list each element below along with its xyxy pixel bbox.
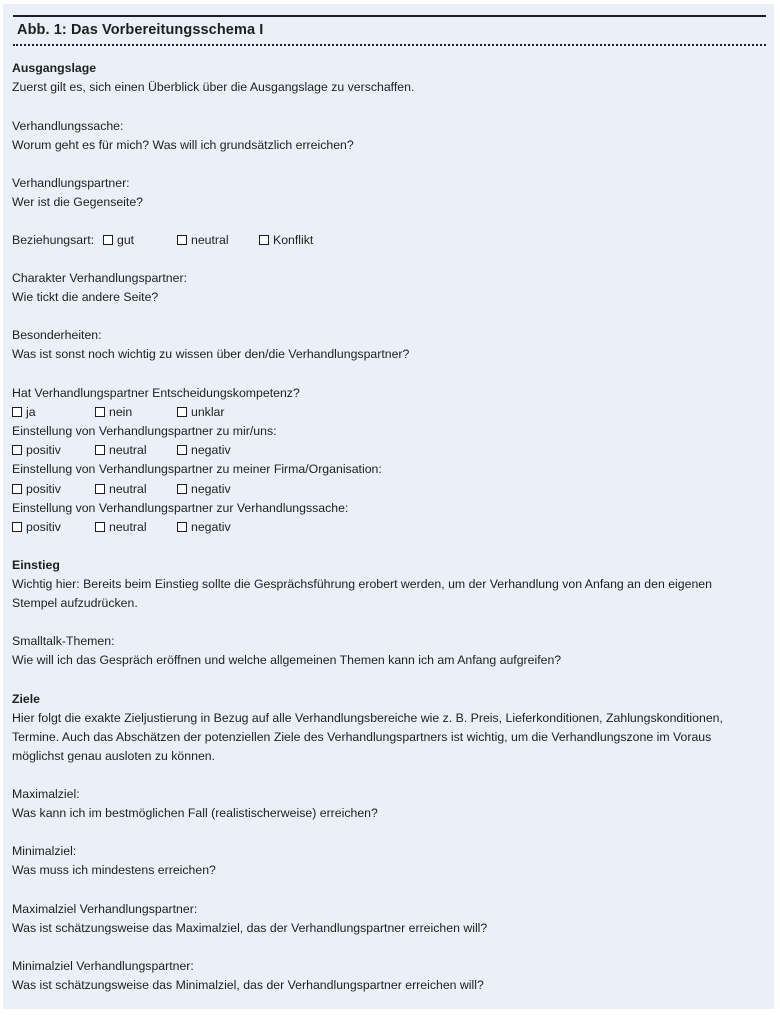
checkbox[interactable] bbox=[177, 445, 187, 455]
einstellung-sache-option-negativ[interactable]: negativ bbox=[177, 518, 231, 537]
checkbox[interactable] bbox=[12, 445, 22, 455]
section-heading-einstieg: Einstieg bbox=[12, 558, 60, 572]
smalltalk-label: Smalltalk-Themen: bbox=[12, 634, 115, 648]
charakter-label: Charakter Verhandlungspartner: bbox=[12, 271, 187, 285]
figure-title-bar bbox=[13, 15, 766, 46]
ziele-text-line: Termine. Auch das Abschätzen der potenziellen Ziele des Verhandlungspartners ist wichtig, um die Verhandlungszone im Voraus bbox=[12, 730, 712, 744]
maximalziel-question: Was kann ich im bestmöglichen Fall (realistischerweise) erreichen? bbox=[12, 806, 378, 820]
checkbox[interactable] bbox=[95, 522, 105, 532]
checkbox[interactable] bbox=[95, 445, 105, 455]
kompetenz-option-nein[interactable]: nein bbox=[95, 403, 132, 422]
einstellung-mir-option-neutral[interactable]: neutral bbox=[95, 441, 147, 460]
checkbox[interactable] bbox=[177, 522, 187, 532]
kompetenz-option-unklar[interactable]: unklar bbox=[177, 403, 225, 422]
figure-panel bbox=[3, 4, 774, 1009]
besonderheiten-label: Besonderheiten: bbox=[12, 328, 102, 342]
einstellung-mir-option-negativ[interactable]: negativ bbox=[177, 441, 231, 460]
beziehung-option-gut[interactable]: gut bbox=[103, 231, 134, 250]
einstellung-firma-option-negativ[interactable]: negativ bbox=[177, 480, 231, 499]
checkbox[interactable] bbox=[103, 235, 113, 245]
maximalziel-label: Maximalziel: bbox=[12, 787, 80, 801]
verhandlungspartner-question: Wer ist die Gegenseite? bbox=[12, 195, 144, 209]
beziehung-option-neutral[interactable]: neutral bbox=[177, 231, 229, 250]
einstieg-text-line: Stempel aufzudrücken. bbox=[12, 596, 138, 610]
minimalziel-label: Minimalziel: bbox=[12, 844, 77, 858]
checkbox[interactable] bbox=[12, 484, 22, 494]
minimalziel-question: Was muss ich mindestens erreichen? bbox=[12, 863, 216, 877]
section-heading-ausgangslage: Ausgangslage bbox=[12, 61, 97, 75]
einstellung-sache-label: Einstellung von Verhandlungspartner zur Verhandlungssache: bbox=[12, 501, 349, 515]
kompetenz-question: Hat Verhandlungspartner Entscheidungskompetenz? bbox=[12, 386, 300, 400]
besonderheiten-question: Was ist sonst noch wichtig zu wissen über den/die Verhandlungspartner? bbox=[12, 347, 410, 361]
checkbox[interactable] bbox=[12, 407, 22, 417]
ziele-text-line: möglichst genau ausloten zu können. bbox=[12, 749, 216, 763]
beziehungsart-label: Beziehungsart: bbox=[12, 233, 95, 247]
smalltalk-question: Wie will ich das Gespräch eröffnen und welche allgemeinen Themen kann ich am Anfang aufgreifen? bbox=[12, 653, 562, 667]
charakter-question: Wie tickt die andere Seite? bbox=[12, 290, 159, 304]
checkbox[interactable] bbox=[177, 407, 187, 417]
einstellung-sache-option-positiv[interactable]: positiv bbox=[12, 518, 61, 537]
maximalziel-partner-question: Was ist schätzungsweise das Maximalziel, das der Verhandlungspartner erreichen will? bbox=[12, 921, 488, 935]
einstellung-mir-option-positiv[interactable]: positiv bbox=[12, 441, 61, 460]
einstellung-firma-option-neutral[interactable]: neutral bbox=[95, 480, 147, 499]
figure-title: Abb. 1: Das Vorbereitungsschema I bbox=[17, 22, 264, 38]
ausgangslage-intro: Zuerst gilt es, sich einen Überblick über die Ausgangslage zu verschaffen. bbox=[12, 80, 415, 94]
einstellung-mir-label: Einstellung von Verhandlungspartner zu mir/uns: bbox=[12, 424, 277, 438]
verhandlungspartner-label: Verhandlungspartner: bbox=[12, 176, 130, 190]
checkbox[interactable] bbox=[12, 522, 22, 532]
ziele-text-line: Hier folgt die exakte Zieljustierung in Bezug auf alle Verhandlungsbereiche wie z. B. Preis, Lieferkonditionen, Zahlungskonditionen, bbox=[12, 711, 723, 725]
section-heading-ziele: Ziele bbox=[12, 692, 41, 706]
einstellung-firma-option-positiv[interactable]: positiv bbox=[12, 480, 61, 499]
verhandlungssache-label: Verhandlungssache: bbox=[12, 119, 124, 133]
einstieg-text-line: Wichtig hier: Bereits beim Einstieg sollte die Gesprächsführung erobert werden, um der Verhandlung von Anfang an den eigenen bbox=[12, 577, 712, 591]
maximalziel-partner-label: Maximalziel Verhandlungspartner: bbox=[12, 902, 198, 916]
checkbox[interactable] bbox=[177, 484, 187, 494]
checkbox[interactable] bbox=[259, 235, 269, 245]
einstellung-sache-option-neutral[interactable]: neutral bbox=[95, 518, 147, 537]
checkbox[interactable] bbox=[95, 484, 105, 494]
beziehung-option-konflikt[interactable]: Konflikt bbox=[259, 231, 313, 250]
checkbox[interactable] bbox=[95, 407, 105, 417]
checkbox[interactable] bbox=[177, 235, 187, 245]
minimalziel-partner-question: Was ist schätzungsweise das Minimalziel, das der Verhandlungspartner erreichen will? bbox=[12, 978, 484, 992]
minimalziel-partner-label: Minimalziel Verhandlungspartner: bbox=[12, 959, 194, 973]
einstellung-firma-label: Einstellung von Verhandlungspartner zu meiner Firma/Organisation: bbox=[12, 462, 382, 476]
verhandlungssache-question: Worum geht es für mich? Was will ich grundsätzlich erreichen? bbox=[12, 138, 354, 152]
kompetenz-option-ja[interactable]: ja bbox=[12, 403, 36, 422]
